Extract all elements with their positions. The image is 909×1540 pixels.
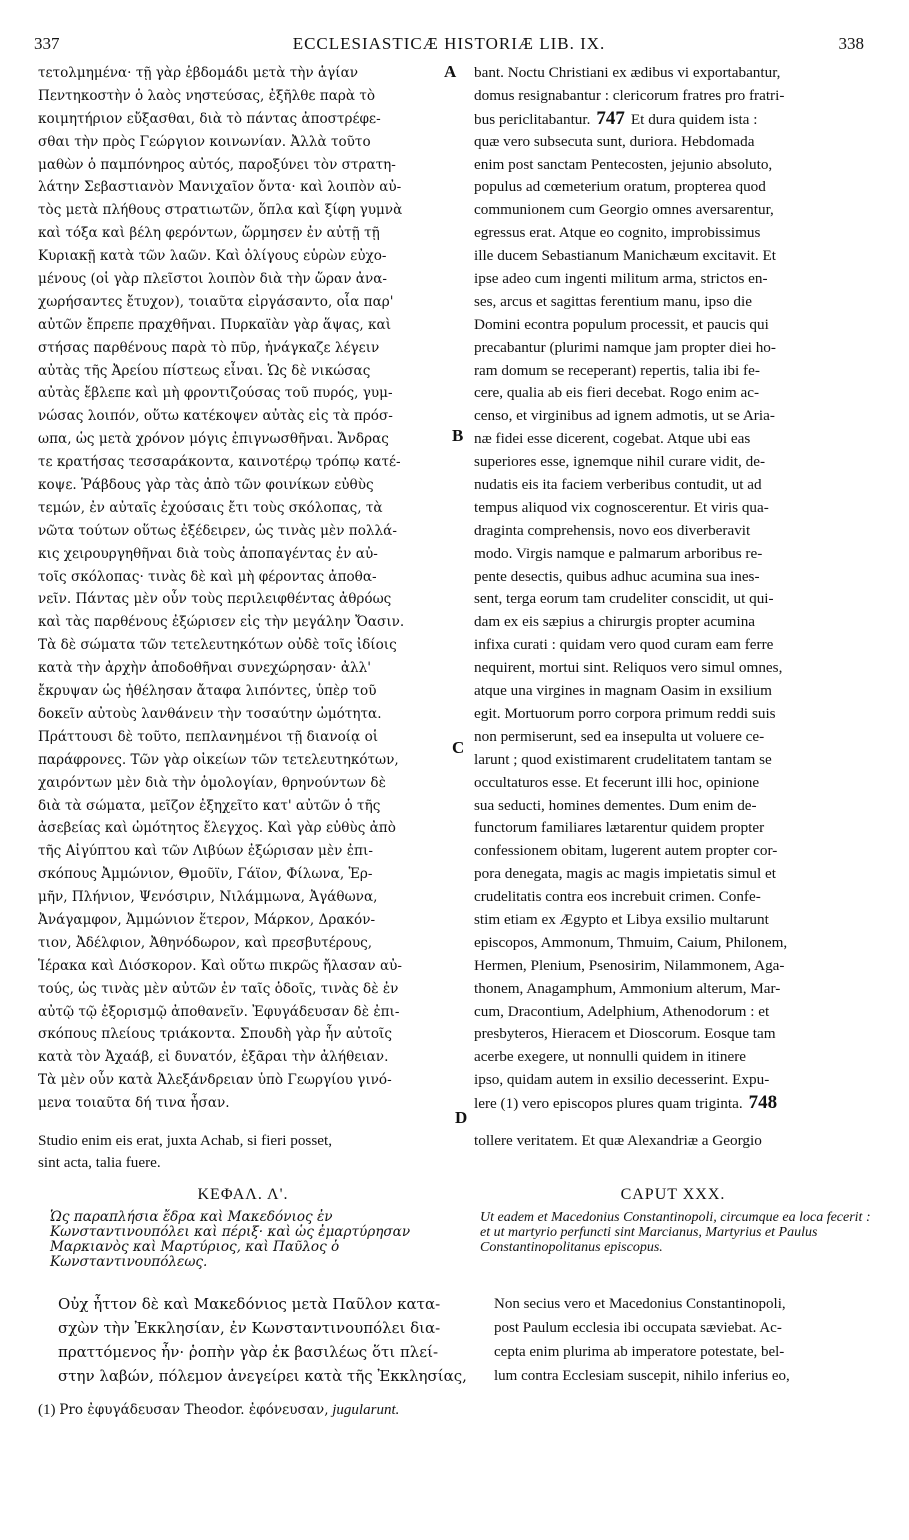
greek-text-line: Τὰ δὲ σώματα τῶν τετελευτηκότων οὐδὲ τοῖς ἰδίοις: [38, 637, 397, 654]
latin-text-line: quæ vero subsecuta sunt, duriora. Hebdomada: [474, 132, 755, 150]
full-width-line-2: [38, 1152, 878, 1174]
greek-text-line: παράφρονες. Τῶν γὰρ οἰκείων τῶν τετελευτηκότων,: [38, 751, 399, 768]
latin-text-line: communionem cum Georgio omnes aversarentur,: [474, 201, 774, 219]
greek-text-line: τούς, ὡς τινὰς μὲν αὐτῶν ἐν ταῖς ὁδοῖς, τινὰς δὲ ἐν: [38, 980, 399, 997]
section-marker-a: A: [444, 62, 457, 81]
greek-column: [38, 62, 448, 1115]
greek-text-line: Πράττουσι δὲ τοῦτο, πεπλανημένοι τῇ διανοίᾳ οἱ: [38, 728, 379, 745]
greek-text-line: τετολμημένα· τῇ γὰρ ἑβδομάδι μετὰ τὴν ἁγίαν: [38, 65, 359, 81]
latin-text-line: sua seducti, homines dementes. Dum enim de-: [474, 796, 757, 814]
chapter-summary-latin: Ut eadem et Macedonius Constantinopoli, circumque ea loca fecerit : et ut martyrio perfuncti sint Marcianus, Martyrius et Paulus Constantinopolitanus episcopus.: [480, 1210, 871, 1255]
latin-text-line: functorum familiares lætarentur quidem propter: [474, 819, 765, 837]
greek-text-line: Πεντηκοστὴν ὁ λαὸς νηστεύσας, ἐξῆλθε παρὰ τὸ: [38, 87, 376, 104]
greek-text-line: σκόπους πλείους τριάκοντα. Σπουδὴ γὰρ ἦν αὐτοῖς: [38, 1026, 392, 1043]
greek-text-line: κοιμητήριον εὔξασθαι, διὰ τὸ πάντας ἀποστρέφε-: [38, 110, 381, 127]
latin-text-line: bant. Noctu Christiani ex ædibus vi exportabantur,: [474, 64, 781, 81]
margin-column-number: 747: [596, 107, 625, 129]
greek-text-line: χωρήσαντες ἔτυχον), τοιαῦτα εἰργάσαντο, οἷα παρ': [38, 293, 394, 310]
section-marker-b: B: [452, 426, 464, 445]
latin-chapter-line: Non secius vero et Macedonius Constantinopoli,: [494, 1296, 786, 1312]
greek-text-line: Ἀνάγαμφον, Ἀμμώνιον ἕτερον, Μάρκον, Δρακόν-: [38, 911, 376, 928]
latin-text-line: nequirent, mortui sint. Reliquos vero simul omnes,: [474, 659, 783, 677]
greek-text-line: καὶ τὰς παρθένους ἐξώρισεν εἰς τὴν μεγάλην Ὄασιν.: [38, 614, 405, 631]
latin-text-line: larunt ; quod existimarent crudelitatem tantam se: [474, 750, 772, 768]
greek-text-line: χαιρόντων μὲν διὰ τὴν ὁμολογίαν, θρηνούντων δὲ: [38, 774, 386, 791]
latin-text-segment: Et dura quidem ista :: [630, 110, 758, 128]
latin-text-line: draginta comprehensis, novo eos diverberavit: [474, 521, 751, 539]
footnote-number: (1): [38, 1402, 56, 1418]
latin-text-line: confessionem obitam, lugerent autem propter cor-: [474, 842, 778, 860]
greek-text-line: τε κρατήσας τεσσαράκοντα, καινοτέρῳ τρόπῳ κατέ-: [38, 454, 401, 471]
greek-text-line: νώσας λοιπόν, οὕτω κατέκοψεν αὐτὰς εἰς τὰ πρόσ-: [38, 408, 393, 425]
latin-text-line: cere, qualia ab eis fieri decebat. Rogo enim ac-: [474, 384, 760, 402]
full-width-right-text: tollere veritatem. Et quæ Alexandriæ a Georgio: [474, 1132, 762, 1149]
greek-text-line: μένους (οἱ γὰρ πλεῖστοι λοιπὸν διὰ τὴν ὥραν ἀνα-: [38, 271, 387, 288]
latin-text-line: ipse adeo cum ingenti militum arma, strictos en-: [474, 270, 768, 288]
latin-chapter-line: post Paulum ecclesia ibi occupata sæviebat. Ac-: [494, 1320, 782, 1336]
latin-text-line: cum, Dracontium, Adelphium, Athenodorum : et: [474, 1002, 770, 1020]
greek-text-line: στήσας παρθένους παρὰ τὸ πῦρ, ἠνάγκαζε λέγειν: [38, 339, 380, 356]
greek-text-line: σθαι τὴν πρὸς Γεώργιον κοινωνίαν. Ἀλλὰ τοῦτο: [38, 133, 371, 150]
latin-text-line: populus ad cœmeterium oratum, propterea quod: [474, 178, 766, 196]
chapter-body-greek: [58, 1292, 467, 1388]
latin-text-segment: bus periclitabantur.: [474, 110, 591, 128]
greek-text-line: αὐτῶν ἔπρεπε πραχθῆναι. Πυρκαϊὰν γὰρ ἅψας, καὶ: [38, 316, 392, 333]
greek-text-line: σκόπους Ἀμμώνιον, Θμοῦϊν, Γάϊον, Φίλωνα, Ἑρ-: [38, 866, 373, 883]
latin-text-line: crudelitatis contra eos increbuit crimen. Confe-: [474, 888, 761, 906]
latin-text-line: enim post sanctam Pentecosten, jejunio absoluto,: [474, 155, 773, 173]
latin-text-line: thonem, Anagamphum, Ammonium alterum, Mar-: [474, 979, 781, 997]
latin-text-line: ipso, quidam autem in exsilio decesserint. Expu-: [474, 1071, 770, 1089]
greek-text-line: τὸς μετὰ πλήθους στρατιωτῶν, ὅπλα καὶ ξίφη γυμνὰ: [38, 202, 403, 219]
latin-text-line: presbyteros, Hieracem et Dioscorum. Eosque tam: [474, 1025, 776, 1043]
latin-text-line: Hermen, Plenium, Psenosirim, Nilammonem, Aga-: [474, 956, 785, 974]
full-width-line: [38, 1130, 878, 1152]
greek-text-line: διὰ τὰ σώματα, μεῖζον ἐξηχεῖτο κατ' αὐτῶν ὁ τῆς: [38, 797, 381, 814]
latin-text-line: tempus aliquod vix cognoscerentur. Et viris qua-: [474, 498, 769, 516]
running-header: [34, 34, 864, 58]
latin-text-line: modo. Virgis namque e palmarum arboribus re-: [474, 544, 763, 562]
greek-text-line: δοκεῖν αὐτοὺς λανθάνειν τὴν τοσαύτην ὠμότητα.: [38, 705, 382, 722]
latin-text-line: egressus erat. Atque eo cognito, improbissimus: [474, 224, 761, 242]
chapter-body-latin: [494, 1292, 880, 1388]
latin-text-line: atque una virgines in magnam Oasim in exsilium: [474, 682, 772, 700]
latin-text-line: pora denegata, magis ac magis impietatis simul et: [474, 865, 776, 883]
latin-column: [474, 62, 872, 1115]
latin-text-line: næ fidei esse dicerent, cogebat. Atque ubi eas: [474, 430, 751, 448]
latin-text-line: [474, 1092, 872, 1115]
latin-text-line: egit. Mortuorum porro corpora primum reddi suis: [474, 704, 776, 722]
footnote-italic: jugularunt.: [332, 1402, 400, 1418]
footnote-text: Pro ἐφυγάδευσαν Theodor. ἐφόνευσαν,: [59, 1402, 329, 1418]
greek-text-line: μαθὼν ὁ παμπόνηρος αὐτός, παροξύνει τὸν στρατη-: [38, 156, 396, 173]
full-width-left-text-2: sint acta, talia fuere.: [38, 1154, 161, 1171]
latin-text-line: non permiserunt, sed ea insepulta ut voluere ce-: [474, 727, 765, 745]
page-number-left: 337: [34, 34, 60, 53]
greek-text-line: ἔκρυψαν ὡς ἠθέλησαν ἄταφα λιπόντες, ὑπὲρ τοῦ: [38, 683, 377, 700]
greek-text-line: Τὰ μὲν οὖν κατὰ Ἀλεξάνδρειαν ὑπὸ Γεωργίου γινό-: [38, 1072, 392, 1089]
greek-chapter-line: στην λαβών, πόλεμον ἀνεγείρει κατὰ τῆς Ἐκκλησίας,: [58, 1367, 467, 1385]
greek-text-line: αὐτῷ τῷ ἐξορισμῷ ἀποθανεῖν. Ἐφυγάδευσαν δὲ ἐπι-: [38, 1003, 400, 1020]
greek-text-line: Κυριακῇ κατὰ τῶν λαῶν. Καὶ ὀλίγους εὑρὼν εὐχο-: [38, 248, 387, 265]
greek-text-line: τοῖς σκόλοπας· τινὰς δὲ καὶ μὴ φέροντας ἀποθα-: [38, 568, 377, 585]
latin-text-line: ram domum se receperant) repertis, talia ibi fe-: [474, 361, 760, 379]
chapter-heading-latin: CAPUT XXX.: [620, 1186, 726, 1203]
greek-text-line: ωπα, ὡς μετὰ χρόνον μόγις ἐπιγνωσθῆναι. Ἄνδρας: [38, 431, 389, 448]
margin-column-number: 748: [748, 1092, 778, 1114]
greek-text-line: λάτην Σεβαστιανὸν Μανιχαῖον ὄντα· καὶ λοιπὸν αὐ-: [38, 179, 402, 196]
greek-chapter-line: σχὼν τὴν Ἐκκλησίαν, ἐν Κωνσταντινουπόλει δια-: [58, 1319, 441, 1337]
latin-text-line: censo, et virginibus ad ignem admotis, ut se Aria-: [474, 407, 775, 425]
latin-text-line: Domini econtra populum processit, et paucis qui: [474, 315, 769, 333]
greek-text-line: αὐτὰς τῆς Ἀρείου πίστεως εἶναι. Ὡς δὲ νικώσας: [38, 362, 371, 379]
latin-text-line: precabantur (plurimi namque jam propter diei ho-: [474, 338, 776, 356]
latin-text-line: pente desectis, quibus adhuc acumina sua ines-: [474, 567, 760, 585]
greek-text-line: κοψε. Ῥάβδους γὰρ τὰς ἀπὸ τῶν φοινίκων εὐθὺς: [38, 477, 374, 494]
greek-text-line: καὶ τόξα καὶ βέλη φερόντων, ὥρμησεν ἐν αὐτῇ τῇ: [38, 225, 380, 242]
greek-text-line: μενα τοιαῦτα δή τινα ἦσαν.: [38, 1095, 230, 1112]
greek-text-line: τῆς Αἰγύπτου καὶ τῶν Λιβύων ἐξώρισαν μὲν ἐπι-: [38, 843, 373, 860]
full-width-left-text: Studio enim eis erat, juxta Achab, si fieri posset,: [38, 1132, 332, 1149]
running-title: ECCLESIASTICÆ HISTORIÆ LIB. IX.: [292, 34, 606, 53]
latin-text-line: ses, arcus et sagittas ferentium manu, ipso die: [474, 292, 752, 310]
greek-chapter-line: Οὐχ ἧττον δὲ καὶ Μακεδόνιος μετὰ Παῦλον κατα-: [58, 1295, 441, 1313]
page-number-right: 338: [838, 34, 864, 53]
greek-text-line: ἀσεβείας καὶ ὠμότητος ἔλεγχος. Καὶ γὰρ εὐθὺς ἀπὸ: [38, 820, 396, 837]
chapter-summary-greek: Ὡς παραπλήσια ἔδρα καὶ Μακεδόνιος ἐν Κωνσταντινουπόλει καὶ πέριξ· καὶ ὡς ἐμαρτύρησαν Μαρκιανὸς καὶ Μαρτύριος, καὶ Παῦλος ὁ Κωνσταντινουπόλεως.: [50, 1209, 411, 1270]
greek-text-line: νεῖν. Πάντας μὲν οὖν τοὺς περιλειφθέντας ἀθρόως: [38, 591, 392, 608]
latin-text-line: infixa curati : quidam vero quod curam eam ferre: [474, 636, 774, 654]
chapter-heading-greek: ΚΕΦΑΛ. Λ'.: [197, 1186, 289, 1203]
latin-text-line: stim etiam ex Ægypto et Libya exsilio multarunt: [474, 910, 769, 928]
latin-text-line: episcopos, Ammonum, Thmuim, Caium, Philonem,: [474, 933, 788, 951]
greek-text-line: κατὰ τὴν ἀρχὴν ἀποδοθῆναι συνεχώρησαν· ἀλλ': [38, 660, 371, 677]
latin-text-line: domus resignabantur : clericorum fratres pro fratri-: [474, 86, 785, 104]
greek-text-line: Ἱέρακα καὶ Διόσκορον. Καὶ οὕτω πικρῶς ἤλασαν αὐ-: [38, 957, 403, 974]
greek-text-line: νῶτα τούτων οὕτως ἐξέδειρεν, ὡς τινὰς μὲν πολλά-: [38, 522, 397, 539]
latin-text-segment: lere (1) vero episcopos plures quam triginta.: [474, 1095, 743, 1113]
latin-text-line: [474, 108, 872, 131]
section-marker-d: D: [455, 1108, 468, 1127]
greek-text-line: κατὰ τὸν Ἀχαάβ, εἰ δυνατόν, ἐξᾶραι τὴν ἀλήθειαν.: [38, 1049, 389, 1066]
latin-text-line: acerbe exegere, ut nonnulli quidem in itinere: [474, 1048, 747, 1066]
section-marker-c: C: [452, 738, 465, 757]
latin-text-line: nudatis eis ita faciem verberibus contudit, ut ad: [474, 476, 762, 494]
latin-text-line: sent, terga eorum tam crudeliter conscidit, ut qui-: [474, 590, 774, 608]
latin-chapter-line: cepta enim plurima ab imperatore potestate, bel-: [494, 1344, 785, 1360]
greek-text-line: τιον, Ἀδέλφιον, Ἀθηνόδωρον, καὶ πρεσβυτέρους,: [38, 934, 373, 951]
latin-chapter-line: lum contra Ecclesiam suscepit, nihilo inferius eo,: [494, 1368, 790, 1384]
latin-text-line: superiores esse, ignemque nihil curare vidit, de-: [474, 453, 766, 471]
latin-text-line: occultaturos esse. Et fecerunt illi hoc, opinione: [474, 773, 760, 791]
latin-text-line: ille ducem Sebastianum Manichæum excitavit. Et: [474, 247, 776, 265]
latin-text-line: dam ex eis sæpius a chirurgis propter acumina: [474, 613, 756, 631]
greek-text-line: μῆν, Πλήνιον, Ψενόσιριν, Νιλάμμωνα, Ἀγάθωνα,: [38, 889, 378, 906]
greek-text-line: τεμών, ἐν αὐταῖς ἐχούσαις ἔτι τοὺς σκόλοπας, τὰ: [38, 499, 383, 516]
greek-chapter-line: πραττόμενος ἦν· ῥοπὴν γὰρ ἐκ βασιλέως ὅτι πλεί-: [58, 1343, 439, 1361]
greek-text-line: κις χειρουργηθῆναι διὰ τοὺς ἀποπαγέντας ἐν αὐ-: [38, 545, 378, 562]
greek-text-line: αὐτὰς ἔβλεπε καὶ μὴ φροντιζούσας τοῦ πυρός, γυμ-: [38, 385, 393, 402]
footnote: [38, 1402, 399, 1419]
